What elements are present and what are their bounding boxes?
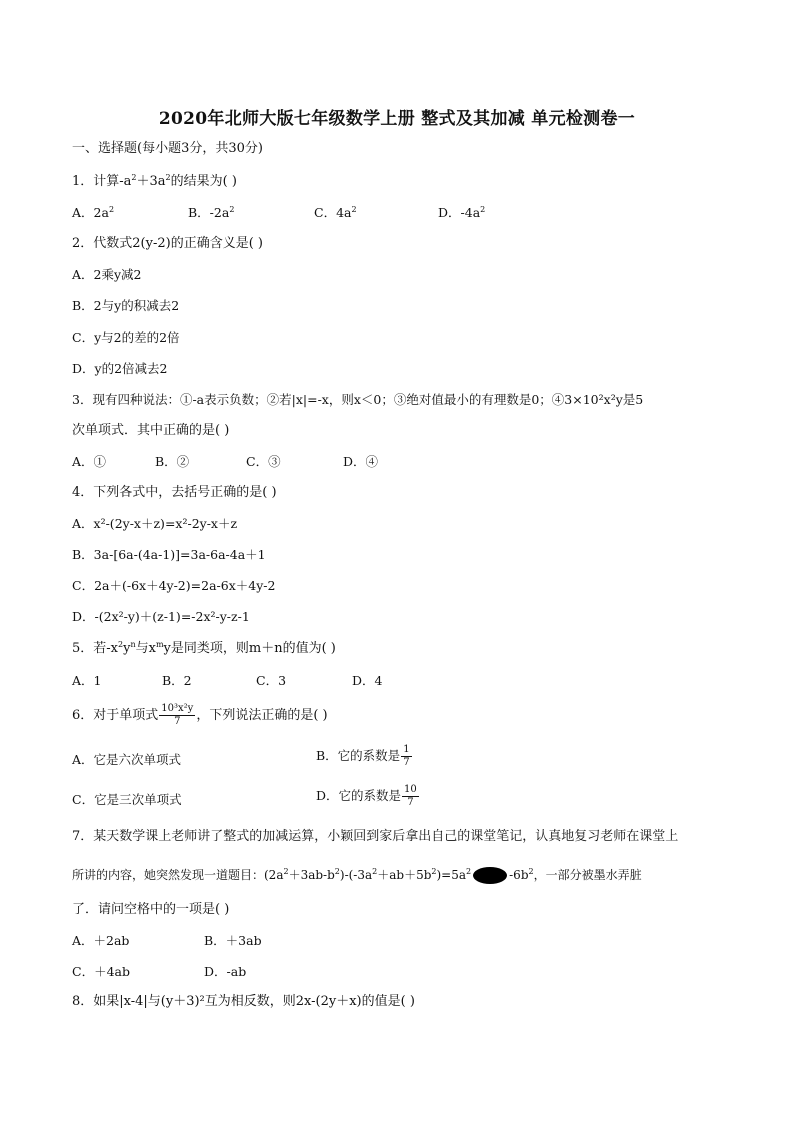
q1-option-a: A．$2a^2$ — [72, 205, 115, 220]
question-5-stem: 5．若$-x^2y^n$与$x^my$是同类项，则m＋n的值为( ) — [72, 640, 336, 656]
question-7-line-2: 所讲的内容，她突然发现一道题目：$(2a^2+3ab-b^2)-(-3a^2+ab+5b^2)=5a^2$ $-6b^2$，一部分被墨水弄脏 — [72, 867, 642, 882]
page-title: 2020年北师大版七年级数学上册 整式及其加减 单元检测卷一 — [158, 109, 636, 129]
q6-option-a: A．它是六次单项式 — [72, 752, 182, 767]
q5-option-d: D．4 — [352, 673, 383, 688]
q2-option-a: A．2乘y减2 — [72, 267, 142, 282]
question-7-line-3: 了．请问空格中的一项是( ) — [72, 902, 230, 917]
question-6-stem: 6．对于单项式 $\frac{\text{10³x²y}}{7}$ ，下列说法正确的是( ) — [72, 703, 328, 727]
question-3-line-2: 次单项式．其中正确的是( ) — [72, 423, 230, 438]
q4-option-d: D．-(2x²-y)＋(z-1)=-2x²-y-z-1 — [72, 609, 250, 624]
q1-option-d: D．$-4a^2$ — [438, 205, 486, 220]
q7-option-c: C．＋4ab — [72, 964, 130, 979]
q6-monomial-fraction: $\frac{\text{10³x²y}}{7}$ — [161, 703, 194, 727]
q7-option-a: A．＋2ab — [72, 933, 130, 948]
q7-option-d: D．-ab — [204, 964, 247, 979]
q3-option-c: C．③ — [246, 454, 281, 469]
q6-option-b: B．它的系数是 $\frac{1}{7}$ — [316, 744, 410, 768]
section-heading: 一、选择题(每小题3分，共30分) — [72, 141, 263, 156]
q7-option-b: B．＋3ab — [204, 933, 262, 948]
q3-option-d: D．④ — [343, 454, 379, 469]
q3-option-b: B．② — [155, 454, 190, 469]
q3-option-a: A．① — [72, 454, 107, 469]
question-3-line-1: 3．现有四种说法：①-a表示负数；②若|x|=-x，则x＜0；③绝对值最小的有理数是0；④3×10²x²y是5 — [72, 392, 644, 407]
q4-option-a: A．x²-(2y-x＋z)=x²-2y-x＋z — [72, 516, 238, 531]
q2-option-c: C．y与2的差的2倍 — [72, 330, 180, 345]
question-1-stem: 1．计算$-a^2+3a^2$的结果为( ) — [72, 173, 237, 189]
question-8-stem: 8．如果|x-4|与(y＋3)²互为相反数，则2x-(2y＋x)的值是( ) — [72, 994, 415, 1009]
q2-option-b: B．2与y的积减去2 — [72, 298, 180, 313]
q2-option-d: D．y的2倍减去2 — [72, 361, 168, 376]
question-2-stem: 2．代数式2(y-2)的正确含义是( ) — [72, 236, 263, 251]
ink-blot — [473, 867, 507, 884]
question-4-stem: 4．下列各式中，去括号正确的是( ) — [72, 485, 277, 500]
q6-option-d: D．它的系数是 $\frac{10}{7}$ — [316, 784, 417, 808]
q5-option-b: B．2 — [162, 673, 192, 688]
q5-option-c: C．3 — [256, 673, 287, 688]
question-7-line-1: 7．某天数学课上老师讲了整式的加减运算，小颖回到家后拿出自己的课堂笔记，认真地复习老师在课堂上 — [72, 829, 679, 844]
q4-option-c: C．2a＋(-6x＋4y-2)=2a-6x＋4y-2 — [72, 578, 276, 593]
q5-option-a: A．1 — [72, 673, 102, 688]
q4-option-b: B．3a-[6a-(4a-1)]=3a-6a-4a＋1 — [72, 547, 266, 562]
q6-option-c: C．它是三次单项式 — [72, 792, 182, 807]
q1-option-b: B．$-2a^2$ — [188, 205, 235, 220]
q1-option-c: C．$4a^2$ — [314, 205, 357, 220]
